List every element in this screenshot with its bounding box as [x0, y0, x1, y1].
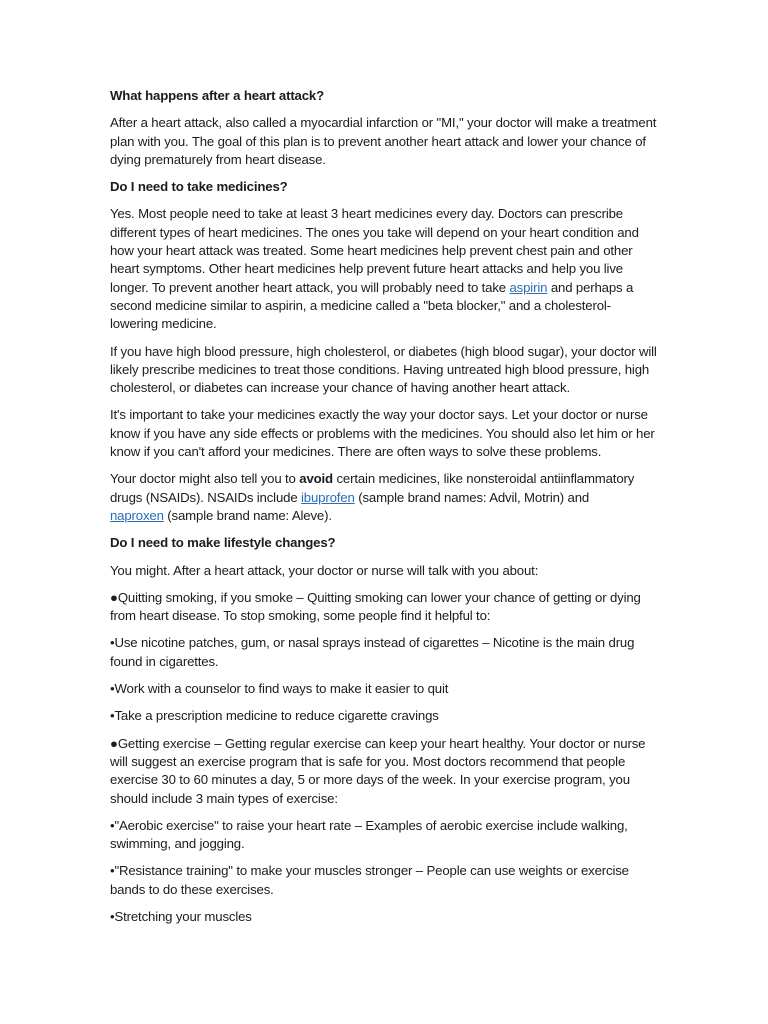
list-item: •Stretching your muscles [110, 908, 252, 924]
paragraph [110, 470, 658, 525]
paragraph: It's important to take your medicines exactly the way your doctor says. Let your doctor or nurse know if you have any side effects or problems with the medicines. You should also let him or her know if you can't afford your medicines. There are often ways to solve these problems. [110, 407, 655, 460]
section-heading: Do I need to make lifestyle changes? [110, 535, 336, 551]
list-item: •Work with a counselor to find ways to make it easier to quit [110, 681, 449, 697]
text-run: Your doctor might also tell you to [110, 471, 300, 487]
list-item: •"Resistance training" to make your muscles stronger – People can use weights or exercise bands to do these exercises. [110, 863, 629, 897]
list-item: •Use nicotine patches, gum, or nasal sprays instead of cigarettes – Nicotine is the main drug found in cigarettes. [110, 635, 635, 669]
paragraph: If you have high blood pressure, high cholesterol, or diabetes (high blood sugar), your doctor will likely prescribe medicines to treat those conditions. Having untreated high blood pressure, high cholesterol, or diabetes can increase your chance of having another heart attack. [110, 343, 657, 396]
naproxen-link[interactable]: naproxen [110, 507, 164, 523]
paragraph [110, 205, 658, 333]
text-run: and perhaps a second medicine similar to aspirin, a medicine called a "beta blocker," and a cholesterol-lowering medicine. [110, 279, 634, 332]
aspirin-link[interactable]: aspirin [509, 279, 548, 295]
text-run: (sample brand name: Aleve). [163, 507, 332, 523]
paragraph: After a heart attack, also called a myocardial infarction or "MI," your doctor will make a treatment plan with you. The goal of this plan is to prevent another heart attack and lower your chance of dying prematurely from heart disease. [110, 115, 657, 167]
list-item: •"Aerobic exercise" to raise your heart rate – Examples of aerobic exercise include walking, swimming, and jogging. [110, 817, 628, 852]
ibuprofen-link[interactable]: ibuprofen [301, 489, 355, 505]
list-item: ●Quitting smoking, if you smoke – Quitting smoking can lower your chance of getting or dying from heart disease. To stop smoking, some people find it helpful to: [110, 589, 641, 624]
emphasis: avoid [299, 471, 333, 487]
section-heading: Do I need to take medicines? [110, 179, 288, 195]
list-item: ●Getting exercise – Getting regular exercise can keep your heart healthy. Your doctor or nurse will suggest an exercise program that is safe for you. Most doctors recommend that people exercise 30 to 60 minutes a day, 5 or more days of the week. In your exercise program, you should include 3 main types of exercise: [110, 735, 646, 806]
paragraph: You might. After a heart attack, your doctor or nurse will talk with you about: [110, 562, 539, 578]
text-run: certain medicines, like nonsteroidal antiinflammatory drugs (NSAIDs). NSAIDs include [110, 471, 635, 505]
text-run: Yes. Most people need to take at least 3 heart medicines every day. Doctors can prescribe different types of heart medicines. The ones you take will depend on your heart condition and how your heart attack was treated. Some heart medicines help prevent chest pain and other heart symptoms. Other heart medicines help prevent future heart attacks and help you live longer. To prevent another heart attack, you will probably need to take [110, 206, 639, 295]
section-heading: What happens after a heart attack? [110, 88, 325, 103]
text-run: (sample brand names: Advil, Motrin) and [354, 489, 590, 505]
list-item: •Take a prescription medicine to reduce cigarette cravings [110, 708, 439, 724]
